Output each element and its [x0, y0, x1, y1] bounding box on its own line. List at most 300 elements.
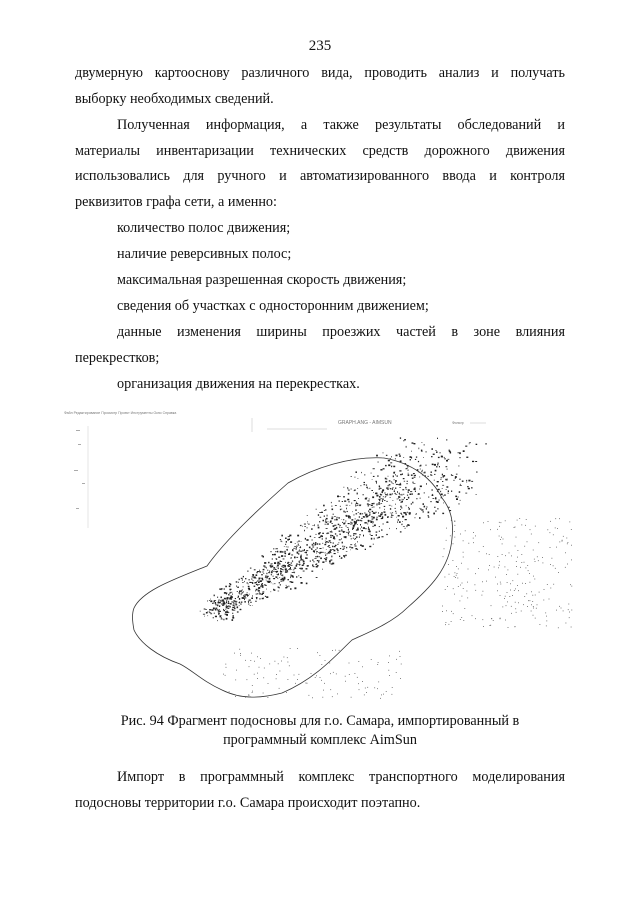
- road-segment: [328, 552, 330, 553]
- suburb-point: [528, 570, 529, 571]
- road-segment: [226, 618, 228, 620]
- suburb-point: [500, 618, 501, 619]
- road-segment: [298, 545, 299, 546]
- suburb-point: [490, 625, 491, 626]
- suburb-point: [568, 604, 569, 605]
- road-segment: [272, 570, 273, 571]
- suburb-point: [389, 675, 390, 676]
- suburb-point: [510, 590, 511, 591]
- road-segment: [346, 505, 348, 506]
- suburb-point: [510, 583, 511, 584]
- road-segment: [235, 603, 236, 604]
- road-segment: [215, 616, 217, 618]
- road-segment: [357, 528, 358, 530]
- suburb-point: [473, 532, 474, 533]
- suburb-point: [252, 692, 253, 693]
- road-segment: [377, 503, 378, 505]
- suburb-point: [550, 521, 551, 522]
- road-segment: [360, 524, 361, 526]
- road-segment: [402, 516, 404, 518]
- road-segment: [459, 479, 461, 480]
- suburb-point: [531, 534, 532, 535]
- road-segment: [423, 457, 424, 458]
- road-segment: [267, 570, 268, 571]
- road-segment: [391, 514, 392, 515]
- road-segment: [430, 474, 431, 475]
- suburb-point: [357, 677, 358, 678]
- road-segment: [407, 470, 409, 471]
- suburb-point: [449, 574, 450, 575]
- road-segment: [366, 485, 367, 486]
- road-segment: [341, 557, 342, 559]
- road-segment: [332, 546, 333, 548]
- road-segment: [418, 494, 420, 495]
- suburb-point: [295, 683, 296, 684]
- road-segment: [353, 538, 354, 539]
- road-segment: [238, 596, 239, 598]
- road-segment: [351, 519, 353, 520]
- suburb-point: [377, 664, 378, 665]
- road-segment: [432, 464, 434, 466]
- road-segment: [383, 496, 384, 497]
- road-segment: [369, 504, 371, 505]
- suburb-point: [488, 521, 489, 522]
- suburb-point: [538, 542, 539, 543]
- road-segment: [220, 600, 221, 601]
- road-segment: [237, 587, 239, 588]
- suburb-point: [515, 602, 516, 603]
- road-segment: [356, 503, 358, 504]
- road-segment: [294, 557, 296, 559]
- suburb-point: [240, 653, 241, 654]
- road-segment: [341, 527, 343, 528]
- road-segment: [365, 522, 367, 523]
- road-segment: [346, 551, 348, 552]
- suburb-point: [499, 522, 500, 523]
- suburb-point: [499, 565, 500, 566]
- road-segment: [345, 512, 346, 513]
- road-segment: [335, 533, 336, 534]
- road-segment: [289, 539, 290, 541]
- road-segment: [215, 609, 217, 610]
- suburb-point: [254, 661, 255, 662]
- road-segment: [349, 505, 350, 506]
- suburb-point: [490, 529, 491, 530]
- road-segment: [447, 493, 449, 494]
- suburb-point: [388, 662, 389, 663]
- suburb-point: [498, 567, 499, 568]
- road-segment: [303, 563, 305, 564]
- road-segment: [385, 481, 387, 483]
- road-segment: [248, 586, 250, 587]
- road-segment: [241, 590, 243, 591]
- road-segment: [335, 545, 337, 546]
- road-segment: [404, 439, 406, 440]
- road-segment: [204, 616, 205, 617]
- road-segment: [426, 507, 427, 508]
- road-segment: [219, 609, 220, 610]
- road-segment: [323, 561, 325, 562]
- suburb-point: [316, 675, 317, 676]
- road-segment: [273, 576, 274, 578]
- road-segment: [476, 472, 477, 473]
- road-segment: [389, 480, 391, 481]
- road-segment: [259, 579, 260, 580]
- road-segment: [337, 544, 339, 545]
- road-segment: [373, 468, 375, 469]
- suburb-point: [450, 535, 451, 536]
- suburb-point: [389, 656, 390, 657]
- road-segment: [379, 496, 380, 498]
- suburb-point: [386, 691, 387, 692]
- suburb-point: [245, 660, 246, 661]
- suburb-point: [332, 696, 333, 697]
- road-segment: [250, 605, 252, 606]
- road-segment: [407, 465, 409, 466]
- road-segment: [351, 476, 352, 477]
- road-segment: [363, 527, 365, 529]
- suburb-point: [475, 590, 476, 591]
- suburb-point: [483, 626, 484, 627]
- road-segment: [287, 570, 288, 571]
- road-segment: [239, 591, 240, 592]
- road-segment: [396, 484, 398, 485]
- road-segment: [314, 537, 316, 538]
- road-segment: [462, 481, 464, 482]
- suburb-point: [568, 542, 569, 543]
- road-segment: [315, 543, 317, 545]
- road-segment: [265, 577, 266, 578]
- page-number: 235: [308, 38, 332, 54]
- road-segment: [354, 500, 356, 501]
- road-segment: [307, 523, 308, 524]
- suburb-point: [550, 588, 551, 589]
- road-segment: [387, 489, 389, 490]
- road-segment: [369, 514, 370, 515]
- road-segment: [362, 545, 364, 547]
- road-segment: [312, 564, 313, 566]
- road-segment: [434, 464, 436, 466]
- road-segment: [307, 515, 308, 516]
- suburb-point: [351, 697, 352, 698]
- road-segment: [228, 601, 229, 602]
- suburb-point: [463, 588, 464, 589]
- road-segment: [399, 484, 401, 486]
- road-segment: [263, 556, 265, 558]
- road-segment: [337, 550, 339, 551]
- suburb-point: [317, 652, 318, 653]
- suburb-point: [523, 604, 524, 605]
- road-segment: [348, 523, 350, 524]
- road-segment: [266, 580, 267, 581]
- road-segment: [327, 515, 328, 517]
- suburb-point: [530, 529, 531, 530]
- suburb-point: [460, 619, 461, 620]
- road-segment: [466, 457, 468, 458]
- suburb-point: [335, 650, 336, 651]
- road-segment: [446, 460, 448, 462]
- road-segment: [343, 531, 345, 533]
- road-segment: [346, 547, 347, 548]
- suburb-point: [239, 649, 240, 650]
- suburb-point: [281, 661, 282, 662]
- road-segment: [332, 549, 334, 550]
- road-segment: [439, 499, 440, 501]
- road-segment: [298, 564, 300, 565]
- road-segment: [311, 528, 313, 530]
- road-segment: [342, 549, 344, 550]
- suburb-point: [505, 620, 506, 621]
- road-segment: [284, 565, 285, 567]
- road-segment: [389, 528, 390, 529]
- road-segment: [345, 555, 347, 556]
- road-segment: [307, 565, 309, 566]
- road-segment: [322, 569, 323, 570]
- road-segment: [448, 490, 449, 492]
- road-segment: [397, 491, 398, 493]
- road-segment: [426, 451, 427, 452]
- road-segment: [244, 601, 246, 602]
- road-segment: [400, 487, 401, 488]
- road-segment: [373, 492, 374, 493]
- road-segment: [395, 474, 396, 475]
- road-segment: [419, 517, 420, 519]
- road-segment: [446, 439, 447, 440]
- road-segment: [399, 454, 401, 455]
- suburb-point: [505, 520, 506, 521]
- road-segment: [441, 477, 442, 478]
- road-segment: [394, 472, 395, 473]
- road-segment: [249, 594, 250, 595]
- road-segment: [263, 569, 265, 570]
- suburb-point: [462, 583, 463, 584]
- suburb-point: [533, 576, 534, 577]
- road-segment: [315, 542, 316, 543]
- road-segment: [212, 603, 213, 604]
- road-segment: [412, 478, 414, 479]
- suburb-point: [505, 567, 506, 568]
- road-segment: [259, 580, 261, 582]
- suburb-point: [527, 565, 528, 566]
- suburb-point: [486, 553, 487, 554]
- road-segment: [392, 483, 393, 484]
- paragraph-line: использовались для ручного и автоматизированного ввода и контроля: [75, 168, 565, 184]
- suburb-point: [380, 698, 381, 699]
- road-segment: [296, 563, 297, 565]
- road-segment: [296, 565, 298, 567]
- suburb-point: [535, 526, 536, 527]
- road-segment: [335, 505, 337, 506]
- road-segment: [398, 497, 400, 498]
- road-segment: [355, 524, 356, 525]
- road-segment: [363, 535, 364, 537]
- road-segment: [342, 519, 343, 520]
- road-segment: [319, 556, 321, 557]
- road-segment: [414, 443, 416, 444]
- road-segment: [276, 572, 277, 573]
- road-segment: [341, 538, 342, 539]
- road-segment: [384, 506, 386, 507]
- road-segment: [393, 476, 394, 478]
- road-segment: [216, 605, 218, 606]
- road-segment: [396, 517, 397, 518]
- road-segment: [236, 601, 237, 603]
- suburb-point: [276, 674, 277, 675]
- road-segment: [306, 583, 308, 585]
- road-segment: [385, 494, 387, 495]
- road-segment: [342, 546, 343, 548]
- road-segment: [485, 443, 486, 444]
- suburb-point: [269, 664, 270, 665]
- suburb-point: [546, 616, 547, 617]
- suburb-point: [511, 606, 512, 607]
- road-segment: [218, 614, 219, 615]
- road-segment: [456, 498, 458, 500]
- road-segment: [276, 558, 277, 559]
- road-segment: [466, 480, 467, 481]
- suburb-point: [263, 693, 264, 694]
- road-segment: [468, 480, 470, 482]
- suburb-point: [248, 694, 249, 695]
- road-segment: [327, 523, 329, 525]
- road-segment: [331, 518, 333, 519]
- road-segment: [437, 508, 438, 509]
- road-segment: [423, 503, 425, 505]
- road-segment: [475, 461, 477, 462]
- suburb-point: [558, 572, 559, 573]
- road-segment: [248, 601, 249, 602]
- road-segment: [435, 470, 437, 472]
- road-segment: [352, 529, 353, 530]
- road-segment: [363, 516, 364, 517]
- road-segment: [376, 482, 377, 484]
- road-segment: [415, 517, 416, 518]
- suburb-point: [478, 568, 479, 569]
- road-segment: [415, 459, 416, 460]
- suburb-point: [505, 555, 506, 556]
- road-segment: [436, 451, 437, 453]
- road-segment: [336, 517, 338, 518]
- road-segment: [456, 474, 458, 475]
- road-segment: [289, 553, 290, 554]
- road-segment: [355, 546, 357, 547]
- road-segment: [234, 601, 235, 602]
- road-segment: [399, 521, 401, 523]
- road-segment: [233, 610, 235, 611]
- suburb-point: [455, 572, 456, 573]
- road-segment: [414, 488, 415, 489]
- road-segment: [392, 488, 393, 490]
- road-segment: [400, 502, 402, 503]
- road-segment: [339, 542, 340, 543]
- suburb-point: [511, 556, 512, 557]
- suburb-point: [497, 556, 498, 557]
- road-segment: [415, 514, 416, 515]
- suburb-point: [309, 695, 310, 696]
- road-segment: [291, 555, 293, 556]
- road-segment: [401, 508, 403, 509]
- road-segment: [312, 547, 314, 548]
- road-segment: [256, 589, 258, 591]
- road-segment: [249, 600, 251, 601]
- suburb-point: [467, 582, 468, 583]
- road-segment: [357, 524, 358, 525]
- road-segment: [468, 488, 470, 490]
- road-segment: [316, 552, 317, 553]
- suburb-point: [569, 522, 570, 523]
- road-segment: [232, 619, 234, 621]
- suburb-point: [467, 598, 468, 599]
- suburb-point: [396, 672, 397, 673]
- suburb-point: [451, 520, 452, 521]
- road-segment: [433, 498, 435, 499]
- suburb-point: [362, 681, 363, 682]
- road-segment: [239, 605, 240, 606]
- road-segment: [238, 582, 239, 583]
- road-segment: [304, 526, 306, 527]
- road-segment: [230, 596, 232, 597]
- suburb-point: [515, 608, 516, 609]
- road-segment: [217, 620, 218, 621]
- road-segment: [354, 544, 355, 545]
- suburb-point: [400, 656, 401, 657]
- road-segment: [266, 577, 268, 578]
- road-segment: [343, 519, 344, 520]
- road-segment: [213, 608, 215, 610]
- road-segment: [368, 488, 369, 489]
- suburb-point: [463, 540, 464, 541]
- road-segment: [219, 606, 220, 607]
- road-segment: [350, 536, 351, 537]
- road-segment: [334, 519, 336, 520]
- road-segment: [326, 541, 328, 542]
- road-segment: [413, 473, 415, 474]
- suburb-point: [518, 602, 519, 603]
- road-segment: [442, 488, 443, 489]
- road-segment: [400, 509, 401, 510]
- road-segment: [249, 582, 251, 583]
- suburb-point: [321, 680, 322, 681]
- suburb-point: [446, 528, 447, 529]
- road-segment: [270, 592, 271, 593]
- road-segment: [229, 593, 230, 594]
- suburb-point: [249, 666, 250, 667]
- suburb-point: [559, 606, 560, 607]
- suburb-point: [535, 618, 536, 619]
- road-segment: [434, 507, 435, 508]
- road-segment: [277, 578, 278, 579]
- suburb-point: [278, 663, 279, 664]
- road-segment: [365, 498, 367, 500]
- suburb-point: [225, 675, 226, 676]
- road-segment: [286, 570, 287, 571]
- road-segment: [321, 512, 323, 513]
- road-segment: [372, 479, 373, 480]
- road-segment: [348, 493, 350, 495]
- suburb-point: [268, 683, 269, 684]
- road-segment: [284, 553, 285, 554]
- road-segment: [339, 500, 340, 502]
- road-segment: [284, 551, 285, 553]
- suburb-point: [500, 618, 501, 619]
- road-segment: [348, 488, 349, 490]
- suburb-point: [516, 561, 517, 562]
- road-segment: [476, 494, 477, 495]
- suburb-point: [240, 655, 241, 656]
- road-segment: [299, 550, 300, 552]
- road-segment: [403, 512, 405, 514]
- road-segment: [336, 548, 338, 550]
